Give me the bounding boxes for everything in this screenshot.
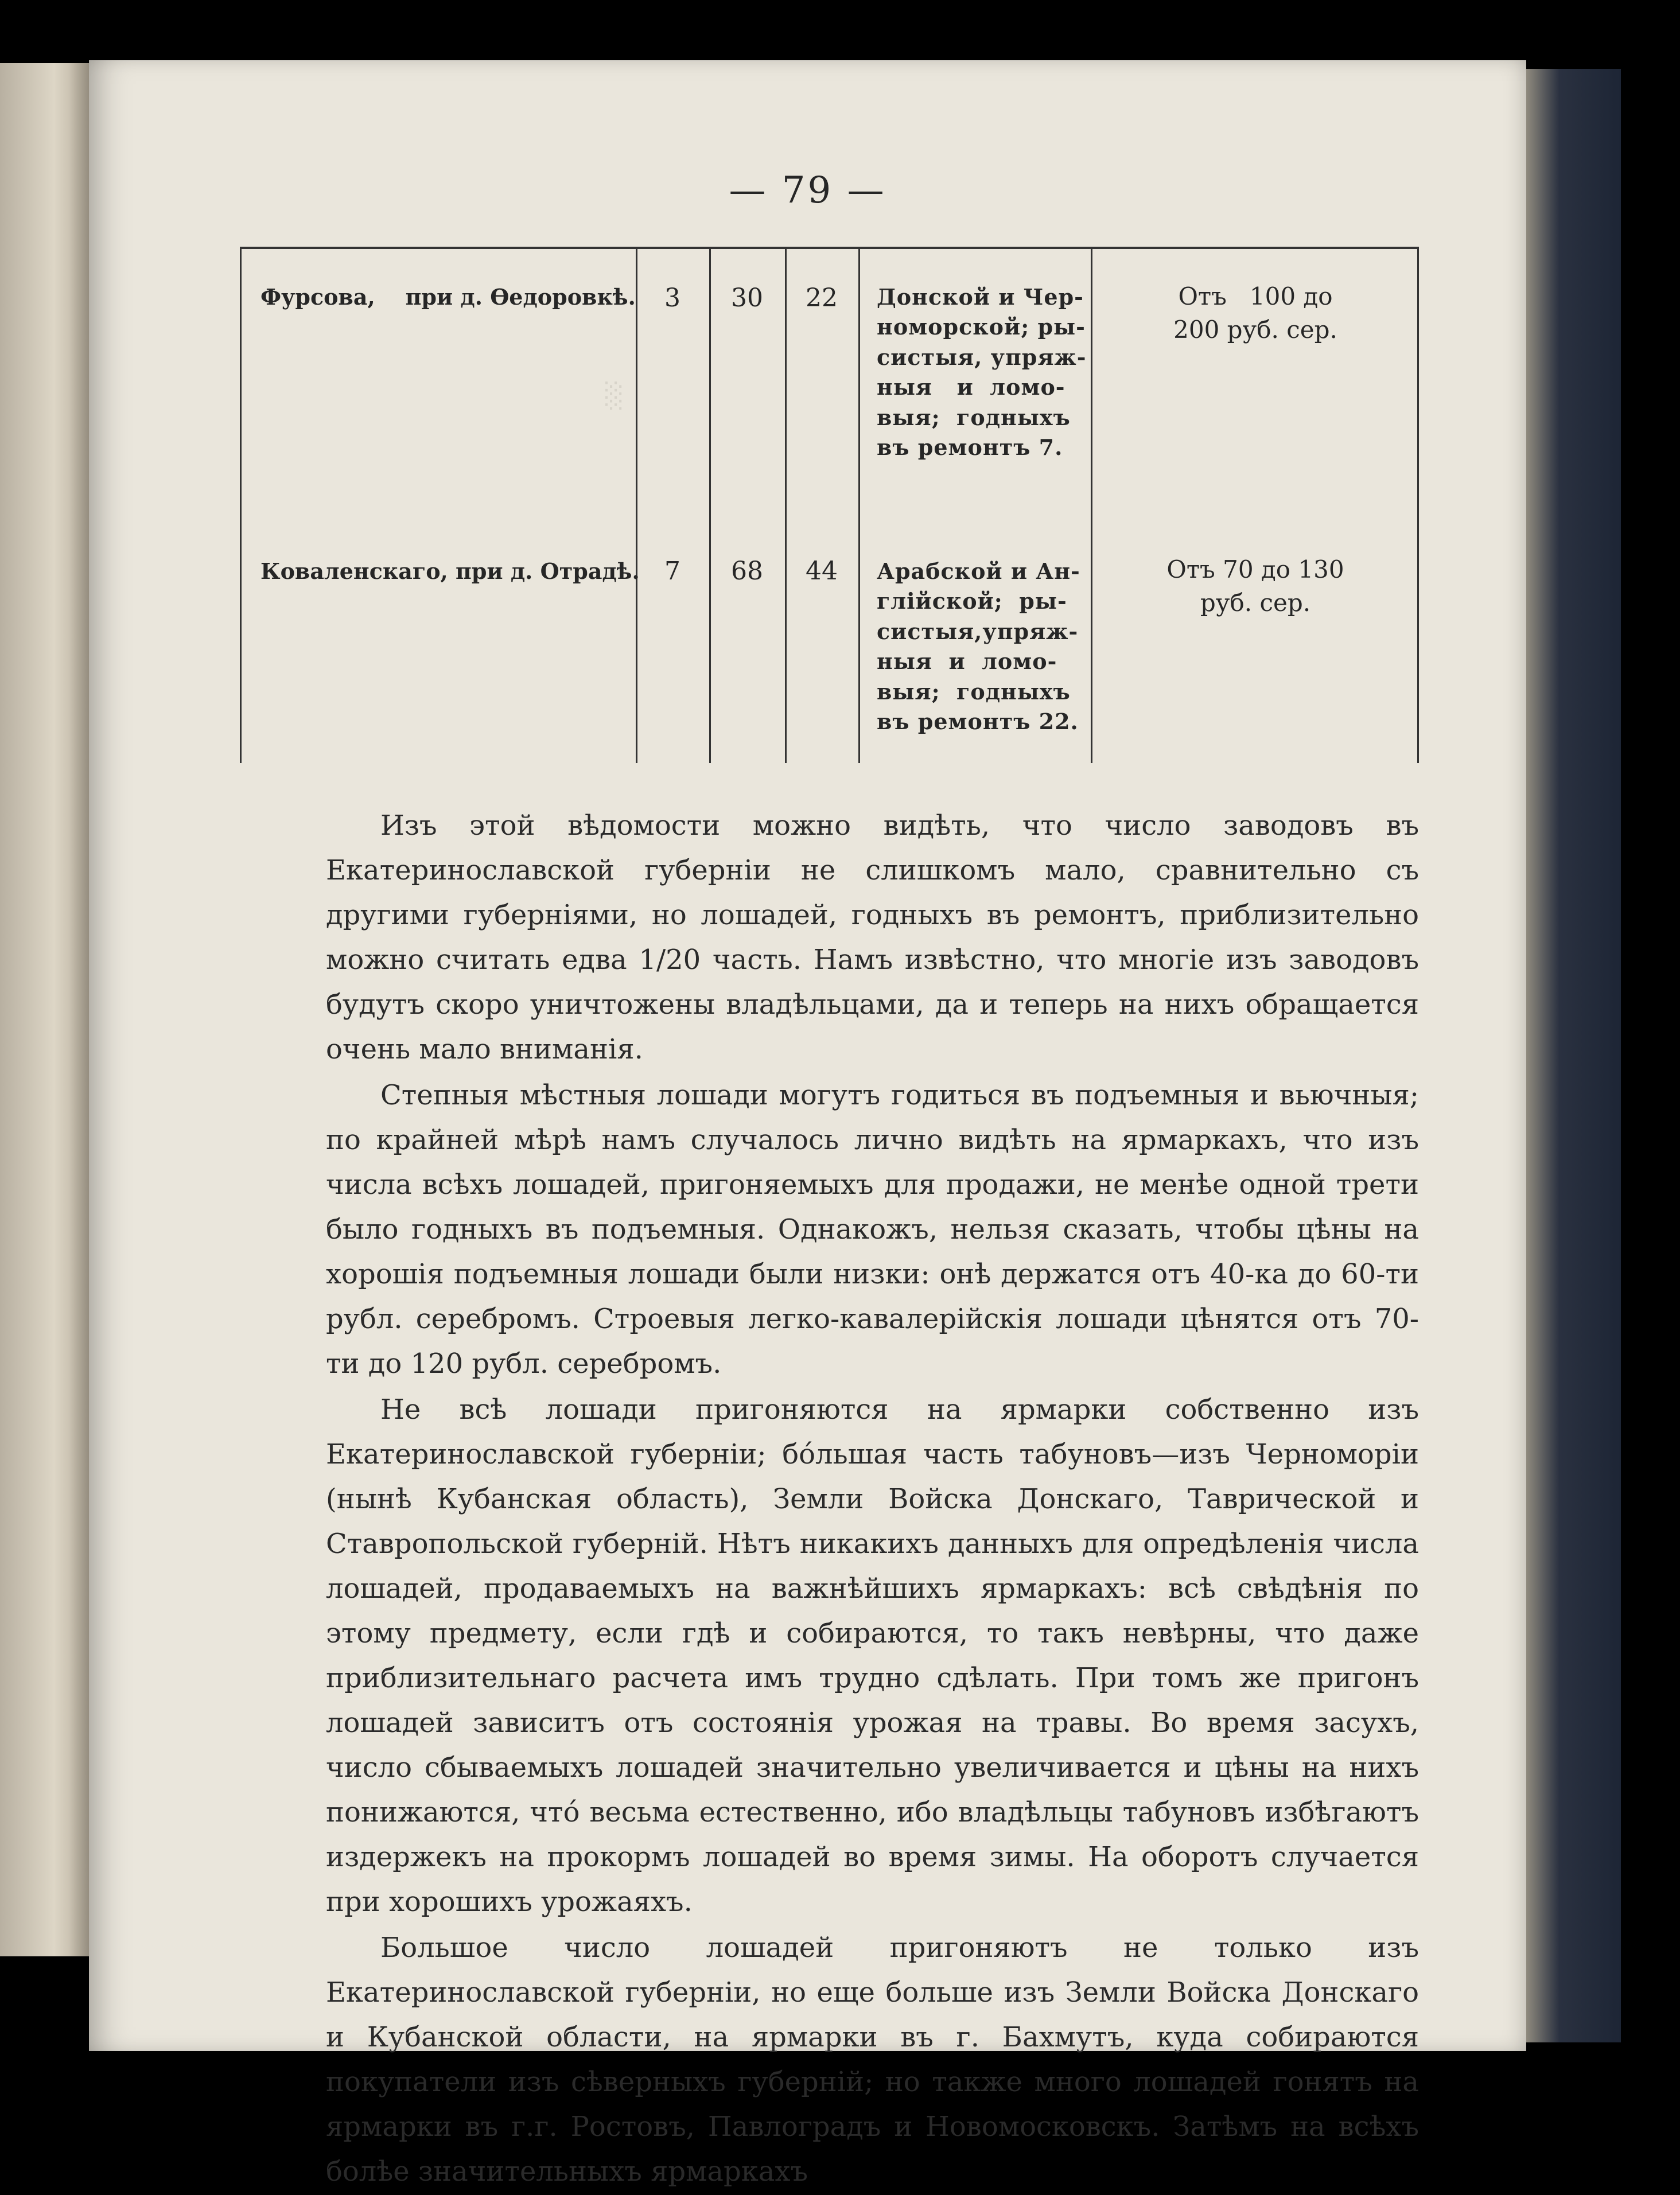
table-border-right: [1417, 247, 1419, 763]
table-cell-number: 68: [731, 556, 763, 586]
stud-farm-table: [240, 247, 1419, 763]
table-divider: [636, 247, 637, 763]
page-number: — 79 —: [729, 169, 886, 212]
table-cell-number: 22: [806, 283, 838, 313]
table-divider: [858, 247, 860, 763]
table-divider: [785, 247, 787, 763]
table-cell-number: 44: [806, 556, 838, 586]
table-cell-breed: Арабской и Ан- глійской; ры- систыя,упряж- ныя и ломо- выя; годныхъ въ ремонтъ 22.: [877, 558, 1080, 735]
table-border-left: [240, 247, 242, 763]
paragraph: Степныя мѣстныя лошади могутъ годиться въ подъемныя и вьючныя; по крайней мѣрѣ намъ случалось лично видѣть на ярмаркахъ, что изъ числа всѣхъ лошадей, пригоняемыхъ для продажи, не менѣе одной трети было годныхъ въ подъемныя. Однакожъ, нельзя сказать, чтобы цѣны на хорошія подъемныя лошади были низки: онѣ держатся отъ 40-ка до 60-ти рубл. серебромъ. Строевыя легко-кавалерійскія лошади цѣнятся отъ 70-ти до 120 рубл. серебромъ.: [326, 1079, 1419, 1380]
table-cell-owner: Фурсова, при д. Өедоровкѣ.: [260, 284, 636, 310]
book-cover-edge: [1526, 69, 1621, 2042]
table-cell-number: 30: [731, 283, 763, 313]
paragraph: Изъ этой вѣдомости можно видѣть, что число заводовъ въ Екатеринославской губерніи не слишкомъ мало, сравнительно съ другими губерніями, но лошадей, годныхъ въ ремонтъ, приблизительно можно считать едва 1/20 часть. Намъ извѣстно, что многіе изъ заводовъ будутъ скоро уничтожены владѣльцами, да и теперь на нихъ обращается очень мало вниманія.: [326, 809, 1419, 1065]
table-cell-number: 7: [664, 556, 680, 586]
table-cell-price: Отъ 100 до 200 руб. сер.: [1173, 282, 1337, 344]
table-cell-owner: Коваленскаго, при д. Отрадѣ.: [260, 558, 640, 584]
table-cell-price: Отъ 70 до 130 руб. сер.: [1166, 555, 1344, 617]
table-divider: [709, 247, 711, 763]
table-cell-number: 3: [664, 283, 680, 313]
paragraph: Большое число лошадей пригоняютъ не только изъ Екатеринославской губерніи, но еще больше изъ Земли Войска Донскаго и Кубанской области, на ярмарки въ г. Бахмутъ, куда собираются покупатели изъ сѣверныхъ губерній; но также много лошадей гонятъ на ярмарки въ г.г. Ростовъ, Павлоградъ и Новомосковскъ. Затѣмъ на всѣхъ болѣе значительныхъ ярмаркахъ: [326, 1932, 1419, 2188]
body-text: [326, 803, 1419, 2195]
table-top-rule: [240, 247, 1419, 249]
table-divider: [1091, 247, 1092, 763]
table-cell-breed: Донской и Чер- номорской; ры- систыя, упряж- ныя и ломо- выя; годныхъ въ ремонтъ 7.: [877, 284, 1087, 461]
bleed-through: ░: [605, 382, 624, 410]
book-page: [89, 60, 1526, 2188]
paragraph: Не всѣ лошади пригоняются на ярмарки собственно изъ Екатеринославской губерніи; бóльшая часть табуновъ—изъ Черноморіи (нынѣ Кубанская область), Земли Войска Донскаго, Таврической и Ставропольской губерній. Нѣтъ никакихъ данныхъ для опредѣленія числа лошадей, продаваемыхъ на важнѣйшихъ ярмаркахъ: всѣ свѣдѣнія по этому предмету, если гдѣ и собираются, то такъ невѣрны, что даже приблизительнаго расчета имъ трудно сдѣлать. При томъ же пригонъ лошадей зависитъ отъ состоянія урожая на травы. Во время засухъ, число сбываемыхъ лошадей значительно увеличивается и цѣны на нихъ понижаются, чтó весьма естественно, ибо владѣльцы табуновъ избѣгаютъ издержекъ на прокормъ лошадей во время зимы. На оборотъ случается при хорошихъ урожаяхъ.: [326, 1394, 1419, 1918]
